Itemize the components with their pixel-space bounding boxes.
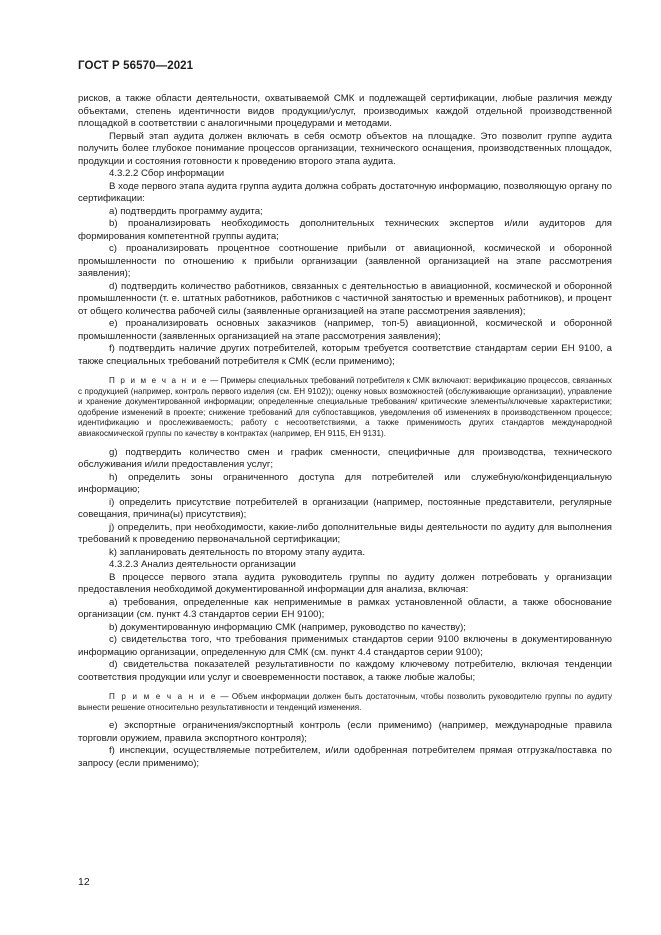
list-item: c) свидетельства того, что требования применимых стандартов серии 9100 включены в документированную информацию организации, определенную для СМК (см. пункт 4.4 стандартов серии 9100); bbox=[78, 634, 612, 658]
list-item: f) инспекции, осуществляемые потребителем, и/или одобренная потребителем прямая отгрузка/поставка по запросу (если применимо); bbox=[78, 745, 612, 769]
list-item: c) проанализировать процентное соотношение прибыли от авиационной, космической и оборонной промышленности по отношению к прибыли организации (заявленной организацией на этапе рассмотрения заявления); bbox=[78, 243, 612, 279]
list-item: e) экспортные ограничения/экспортный контроль (если применимо) (например, международные правила торговли оружием, правила экспортного контроля); bbox=[78, 720, 612, 744]
list-item: d) свидетельства показателей результативности по каждому ключевому потребителю, включая тенденции соответствия продукции или услуг и своевременности поставок, а также любые жалобы; bbox=[78, 659, 612, 683]
list-item: j) определить, при необходимости, какие-либо дополнительные виды деятельности по аудиту для выполнения требований к проведению первоначальной сертификации; bbox=[78, 521, 612, 546]
list-item: b) проанализировать необходимость дополнительных технических экспертов и/или аудиторов для формирования компетентной группы аудита; bbox=[78, 218, 612, 242]
section-heading: 4.3.2.2 Сбор информации bbox=[109, 168, 225, 179]
list-item: а) требования, определенные как неприменимые в рамках установленной области, а также обоснование организации (см. пункт 4.3 стандартов серии ЕН 9100); bbox=[78, 596, 612, 621]
document-header: ГОСТ Р 56570—2021 bbox=[78, 60, 194, 72]
note bbox=[78, 376, 612, 440]
section-heading: 4.3.2.3 Анализ деятельности организации bbox=[109, 559, 296, 571]
list-item: f) подтвердить наличие других потребителей, которым требуется соответствие стандартам серии ЕН 9100, а также специальных требований потребителя к СМК (если применимо); bbox=[78, 343, 612, 367]
list-item: k) запланировать деятельность по второму этапу аудита. bbox=[109, 546, 365, 558]
list-item: h) определить зоны ограниченного доступа для потребителей или служебную/конфиденциальную информацию; bbox=[78, 471, 612, 496]
list-item: а) подтвердить программу аудита; bbox=[109, 205, 263, 217]
list-item: d) подтвердить количество работников, связанных с деятельностью в авиационной, космической и оборонной промышленности (т. е. штатных работников, работников с частичной занятостью и временных работников), и процент от общего количества рабочей силы (заявленные организацией на этапе рассмотрения заявления); bbox=[78, 280, 612, 317]
note-label: П р и м е ч а н и е bbox=[109, 692, 217, 702]
note-label: П р и м е ч а н и е bbox=[109, 376, 208, 385]
list-item: b) документированную информацию СМК (например, руководство по качеству); bbox=[109, 621, 466, 633]
note-text: — Примеры специальных требований потребителя к СМК включают: верификацию процессов, связанных с продукцией (например, контроль первого изделия (см. ЕН 9102)); оценку новых возможностей (обслуживающие организации), управление и хранение документированной информации; определенные специальные требования/ критические элементы/ключевые характеристики; одобрение изменений в проекте; снижение требований для субпоставщиков, уведомления об изменениях в производственном процессе; идентификацию и прослеживаемость; работу с несоответствиями, а также применимость других стандартов международной авиакосмической группы по качеству в контрактах (например, ЕН 9115, ЕН 9131). bbox=[78, 376, 612, 438]
list-item: g) подтвердить количество смен и график сменности, специфичные для производства, технического обслуживания и/или предоставления услуг; bbox=[78, 446, 612, 471]
paragraph: В ходе первого этапа аудита группа аудита должна собрать достаточную информацию, позволяющую органу по сертификации: bbox=[78, 180, 612, 204]
note-text: — Объем информации должен быть достаточным, чтобы позволить руководителю группы по аудиту вынести решение относительно результативности и тенденций изменения. bbox=[78, 692, 612, 712]
page-number: 12 bbox=[78, 876, 90, 888]
document-body bbox=[78, 93, 612, 770]
paragraph: Первый этап аудита должен включать в себя осмотр объектов на площадке. Это позволит группе аудита получить более глубокое понимание процессов организации, технического оснащения, производственных площадок, продукции и состояния готовности к проведению второго этапа аудита. bbox=[78, 130, 612, 167]
paragraph: В процессе первого этапа аудита руководитель группы по аудиту должен потребовать у организации предоставления необходимой документированной информации для анализа, включая: bbox=[78, 571, 612, 596]
paragraph: рисков, а также области деятельности, охватываемой СМК и подлежащей сертификации, любые различия между объектами, степень идентичности видов продукции/услуг, производимых каждой отдельной производственной площадкой в соответствии с аналогичными процедурами и методами. bbox=[78, 93, 612, 129]
note bbox=[78, 692, 612, 713]
list-item: e) проанализировать основных заказчиков (например, топ-5) авиационной, космической и оборонной промышленности (заявленных организацией на этапе рассмотрения заявления); bbox=[78, 318, 612, 342]
list-item: i) определить присутствие потребителей в организации (например, постоянные представители, регулярные совещания, причина(ы) присутствия); bbox=[78, 496, 612, 521]
